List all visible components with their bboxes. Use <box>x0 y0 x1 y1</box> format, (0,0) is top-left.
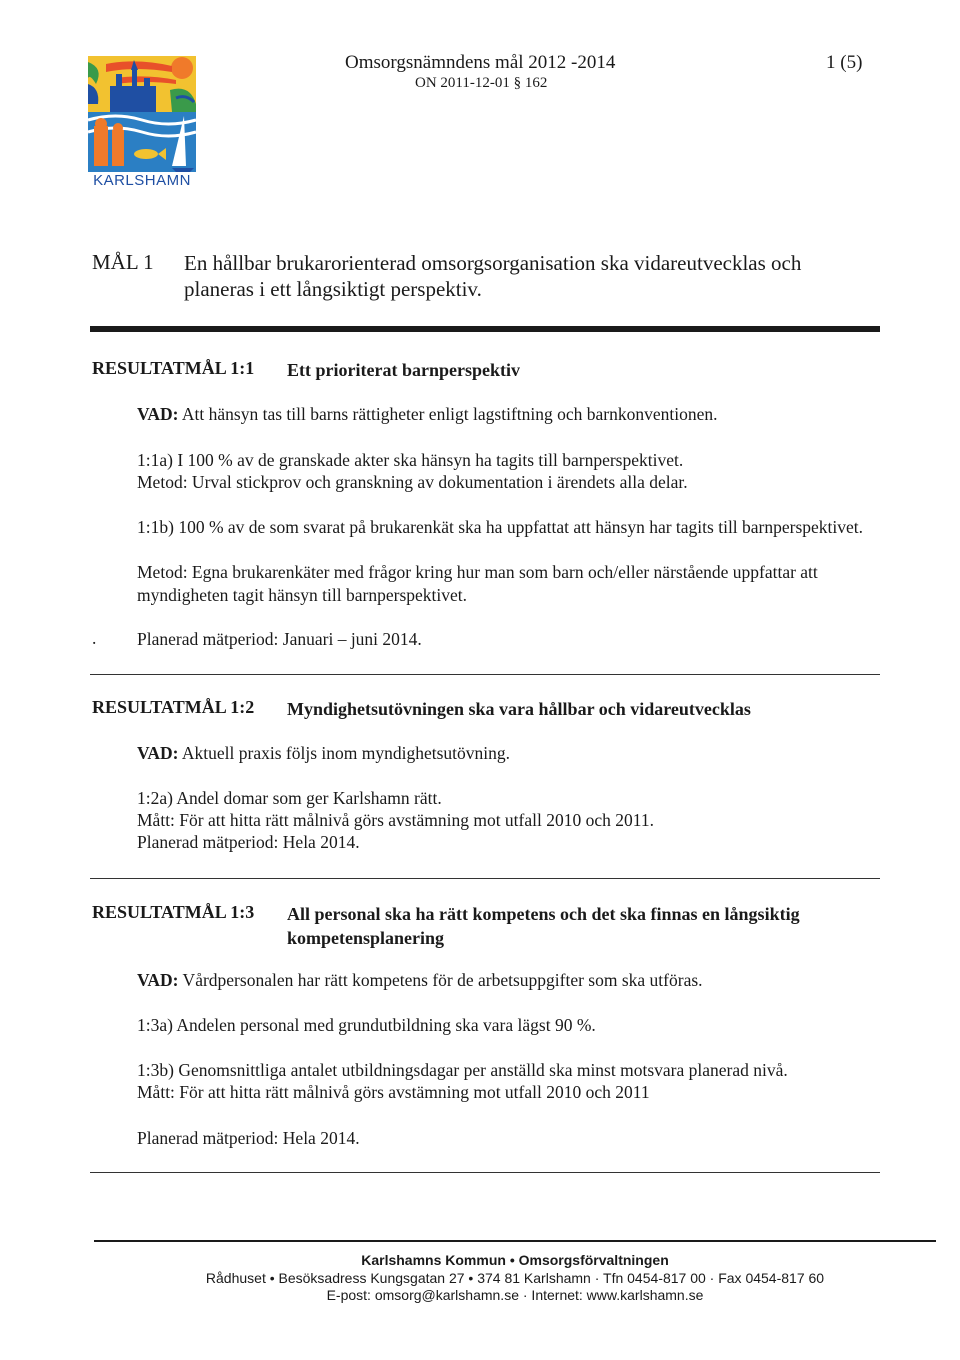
footer-contact: E-post: omsorg@karlshamn.se · Internet: www.karlshamn.se <box>326 1287 704 1303</box>
section-1-3-title: All personal ska ha rätt kompetens och det ska finnas en långsiktig kompetensplanering <box>287 904 800 948</box>
footer-divider <box>94 1240 936 1242</box>
footer-address: Rådhuset • Besöksadress Kungsgatan 27 • 374 81 Karlshamn · Tfn 0454-817 00 · Fax 0454-817 60 <box>205 1270 825 1286</box>
section-1-1-period: Planerad mätperiod: Januari – juni 2014. <box>137 629 422 649</box>
vad-text: Aktuell praxis följs inom myndighetsutövning. <box>178 743 511 763</box>
section-1-1a-method: Metod: Urval stickprov och granskning av dokumentation i ärendets alla delar. <box>137 472 688 492</box>
karlshamn-emblem-icon <box>86 54 198 172</box>
section-1-2-period: Planerad mätperiod: Hela 2014. <box>137 832 360 852</box>
karlshamn-logo <box>86 54 198 190</box>
section-1-3b-goal: 1:3b) Genomsnittliga antalet utbildningsdagar per anställd ska minst motsvara planerad nivå. <box>137 1060 788 1080</box>
section-divider <box>90 674 880 675</box>
footer-organization: Karlshamns Kommun • Omsorgsförvaltningen <box>361 1252 669 1268</box>
goal-label: MÅL 1 <box>92 250 154 274</box>
section-1-1-title: Ett prioriterat barnperspektiv <box>287 360 520 380</box>
goal-text: En hållbar brukarorienterad omsorgsorganisation ska vidareutvecklas och planeras i ett långsiktigt perspektiv. <box>184 251 802 301</box>
document-title: Omsorgsnämndens mål 2012 -2014 <box>345 52 616 73</box>
vad-text: Att hänsyn tas till barns rättigheter enligt lagstiftning och barnkonventionen. <box>178 404 718 424</box>
vad-label: VAD: <box>137 970 179 990</box>
section-1-3-vad <box>137 969 867 992</box>
section-1-3b-measure: Mått: För att hitta rätt målnivå görs avstämning mot utfall 2010 och 2011 <box>137 1082 650 1102</box>
section-1-1b-method: Metod: Egna brukarenkäter med frågor kring hur man som barn och/eller närstående uppfattar att myndigheten tagit hänsyn till barnperspektivet. <box>137 562 818 605</box>
vad-label: VAD: <box>137 404 179 424</box>
stray-dot: . <box>92 628 97 648</box>
vad-text: Vårdpersonalen har rätt kompetens för de arbetsuppgifter som ska utföras. <box>178 970 703 990</box>
goal-divider <box>90 326 880 332</box>
section-divider <box>90 1172 880 1173</box>
section-1-3a-goal: 1:3a) Andelen personal med grundutbildning ska vara lägst 90 %. <box>137 1015 596 1035</box>
section-1-2a-goal: 1:2a) Andel domar som ger Karlshamn rätt. <box>137 788 442 808</box>
section-1-1-vad <box>137 403 867 426</box>
section-divider <box>90 878 880 879</box>
vad-label: VAD: <box>137 743 179 763</box>
document-reference: ON 2011-12-01 § 162 <box>415 75 548 91</box>
page-number: 1 (5) <box>826 52 863 73</box>
section-1-1a-goal: 1:1a) I 100 % av de granskade akter ska hänsyn ha tagits till barnperspektivet. <box>137 450 684 470</box>
section-1-2-vad <box>137 742 867 765</box>
section-1-2a-measure: Mått: För att hitta rätt målnivå görs avstämning mot utfall 2010 och 2011. <box>137 810 654 830</box>
section-1-2-title: Myndighetsutövningen ska vara hållbar och vidareutvecklas <box>287 699 751 719</box>
section-1-1b-goal: 1:1b) 100 % av de som svarat på brukarenkät ska ha uppfattat att hänsyn har tagits till barnperspektivet. <box>137 517 864 537</box>
section-1-3-heading: RESULTATMÅL 1:3 <box>92 902 255 922</box>
logo-wordmark: KARLSHAMN <box>93 172 191 189</box>
section-1-2-heading: RESULTATMÅL 1:2 <box>92 697 255 717</box>
section-1-1-heading: RESULTATMÅL 1:1 <box>92 358 255 378</box>
section-1-3-period: Planerad mätperiod: Hela 2014. <box>137 1128 360 1148</box>
